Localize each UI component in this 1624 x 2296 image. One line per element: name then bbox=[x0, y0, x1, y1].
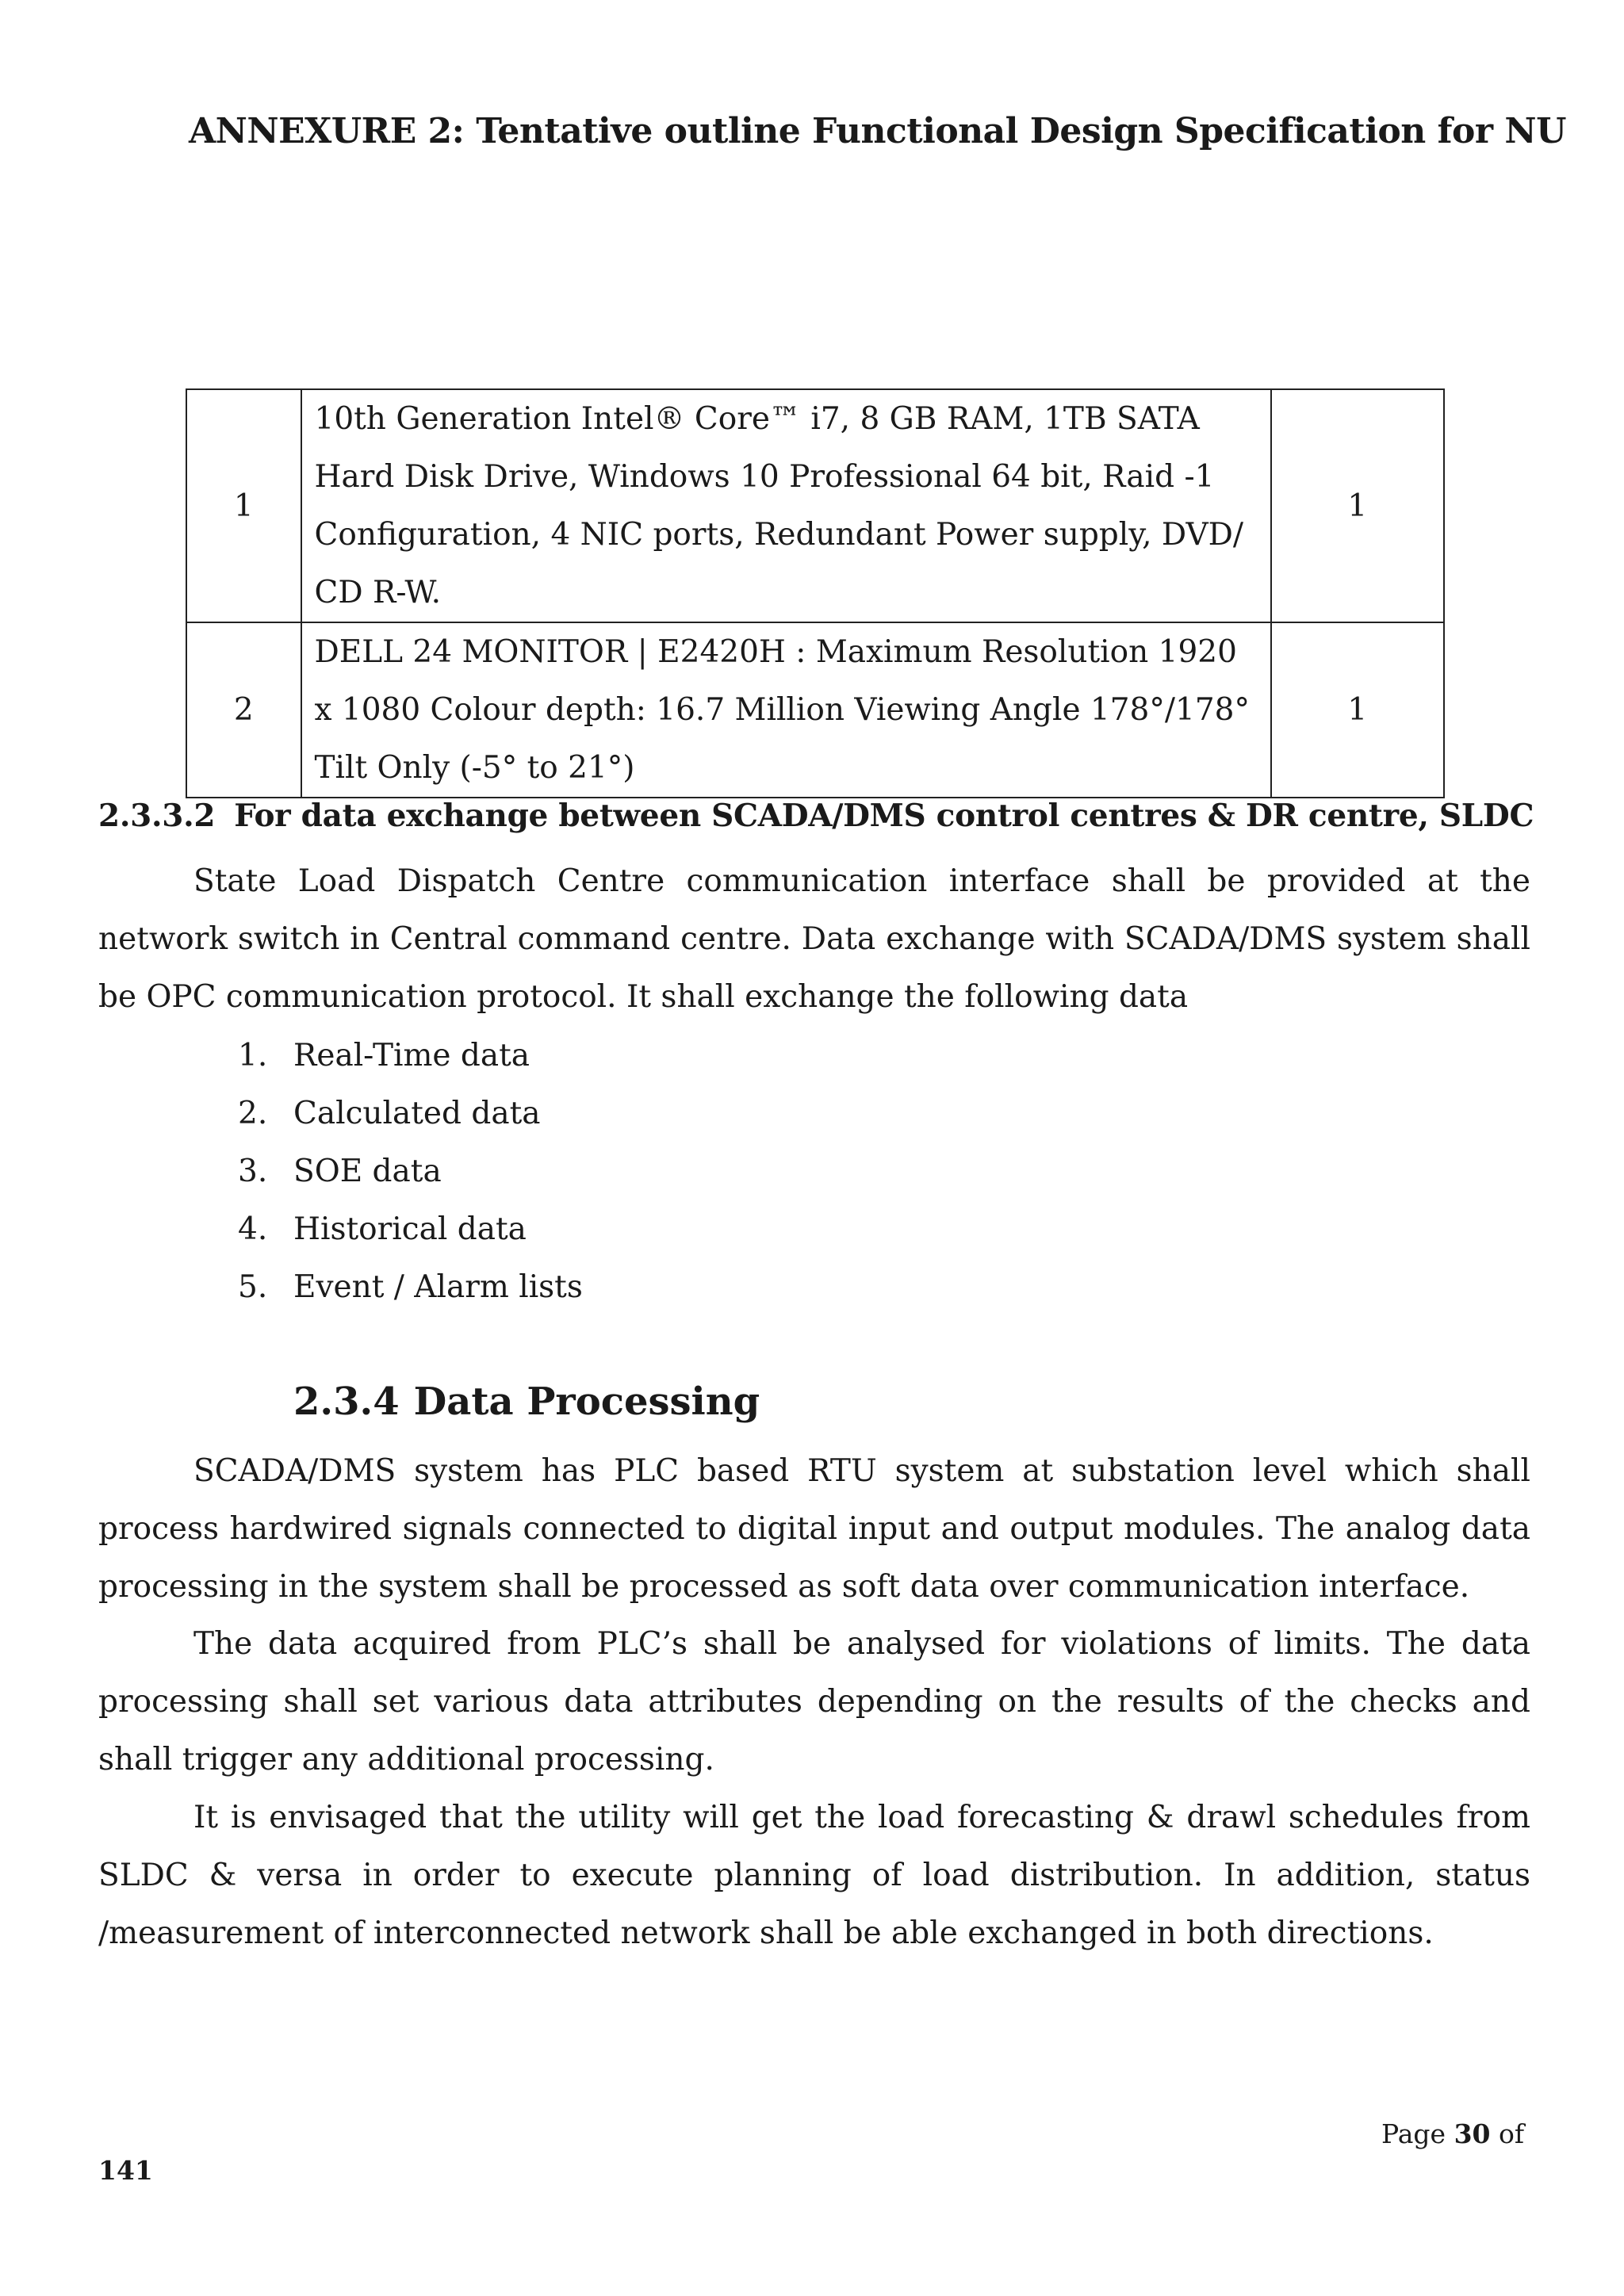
paragraph-limit-violations: The data acquired from PLC’s shall be analysed for violations of limits. The data processing shall set various data attributes depending on the results of the checks and shall trigger any additional processing. bbox=[98, 1626, 1530, 1777]
section-heading bbox=[293, 1380, 760, 1424]
section-title: Data Processing bbox=[413, 1380, 760, 1424]
list-item-number: 1. bbox=[238, 1038, 268, 1073]
table-cell-quantity: 1 bbox=[1271, 622, 1444, 798]
list-item-number: 5. bbox=[238, 1269, 268, 1305]
list-item-text: Historical data bbox=[293, 1211, 527, 1247]
page-label: Page bbox=[1381, 2118, 1446, 2149]
list-item-text: Real-Time data bbox=[293, 1038, 530, 1073]
subsection-heading bbox=[98, 798, 1534, 834]
page-title: ANNEXURE 2: Tentative outline Functional Design Specification for NU bbox=[189, 111, 1566, 151]
subsection-number: 2.3.3.2 bbox=[98, 798, 216, 834]
page-total: 141 bbox=[98, 2155, 153, 2186]
table-cell-description: 10th Generation Intel® Core™ i7, 8 GB RAM, 1TB SATA Hard Disk Drive, Windows 10 Professional 64 bit, Raid -1 Configuration, 4 NIC ports, Redundant Power supply, DVD/ CD R-W. bbox=[301, 389, 1271, 622]
paragraph-plc-rtu: SCADA/DMS system has PLC based RTU system at substation level which shall process hardwired signals connected to digital input and output modules. The analog data processing in the system shall be processed as soft data over communication interface. bbox=[98, 1453, 1530, 1605]
list-item bbox=[238, 1258, 583, 1316]
list-item-number: 2. bbox=[238, 1096, 268, 1131]
list-item-text: Calculated data bbox=[293, 1096, 541, 1131]
list-item-text: Event / Alarm lists bbox=[293, 1269, 583, 1305]
list-item-number: 3. bbox=[238, 1154, 268, 1189]
list-item bbox=[238, 1200, 583, 1258]
table-cell-quantity: 1 bbox=[1271, 389, 1444, 622]
table-cell-description: DELL 24 MONITOR | E2420H : Maximum Resolution 1920 x 1080 Colour depth: 16.7 Million Viewing Angle 178°/178° Tilt Only (-5° to 21°) bbox=[301, 622, 1271, 798]
page-of-label: of bbox=[1499, 2118, 1525, 2149]
page-number: 30 bbox=[1454, 2118, 1491, 2149]
paragraph-sldc-interface: State Load Dispatch Centre communication interface shall be provided at the network switch in Central command centre. Data exchange with SCADA/DMS system shall be OPC communication protocol. It shall exchange the following data bbox=[98, 863, 1530, 1015]
list-item-text: SOE data bbox=[293, 1154, 442, 1189]
subsection-title: For data exchange between SCADA/DMS control centres & DR centre, SLDC bbox=[234, 798, 1534, 834]
list-item bbox=[238, 1027, 583, 1085]
table-cell-serial: 1 bbox=[186, 389, 301, 622]
exchange-data-list bbox=[238, 1027, 583, 1316]
table-row bbox=[186, 389, 1444, 622]
hardware-spec-table bbox=[186, 388, 1445, 798]
table-row bbox=[186, 622, 1444, 798]
table-cell-serial: 2 bbox=[186, 622, 301, 798]
paragraph-load-forecasting: It is envisaged that the utility will get the load forecasting & drawl schedules from SLDC & versa in order to execute planning of load distribution. In addition, status /measurement of interconnected network shall be able exchanged in both directions. bbox=[98, 1800, 1530, 1951]
list-item bbox=[238, 1085, 583, 1142]
page-footer bbox=[1381, 2118, 1524, 2149]
section-number: 2.3.4 bbox=[293, 1380, 400, 1424]
list-item-number: 4. bbox=[238, 1211, 268, 1247]
list-item bbox=[238, 1142, 583, 1200]
